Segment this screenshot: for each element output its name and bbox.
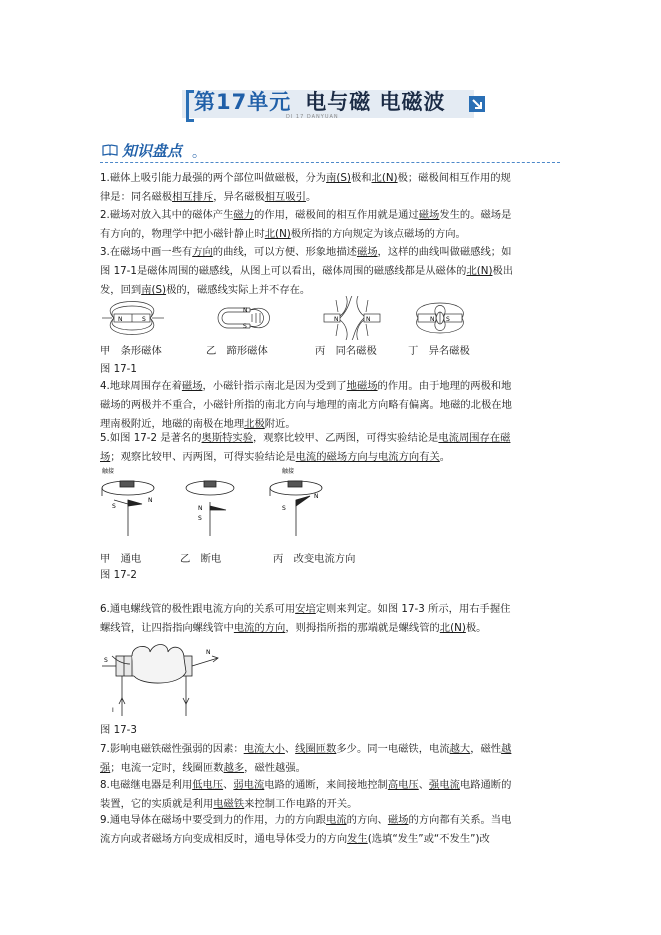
unit-pinyin: DI 17 DANYUAN bbox=[286, 114, 339, 120]
figure-17-1-caption-d: 丁 异名磁极 bbox=[408, 345, 470, 357]
pole-label: N bbox=[334, 316, 339, 323]
current-label: I bbox=[112, 707, 114, 714]
section-label: 知识盘点 bbox=[122, 142, 183, 160]
corner-arrow-icon bbox=[469, 96, 485, 112]
pole-label: N bbox=[366, 316, 371, 323]
figure-17-2-caption-a: 甲 通电 bbox=[100, 553, 142, 565]
figure-17-2 bbox=[98, 466, 348, 546]
figure-17-2-label: 图 17-2 bbox=[100, 569, 137, 581]
figure-17-2-caption-b: 乙 断电 bbox=[180, 553, 222, 565]
book-icon bbox=[102, 144, 118, 156]
pole-label: S bbox=[112, 503, 116, 510]
figure-17-1-label: 图 17-1 bbox=[100, 363, 137, 375]
oersted-apparatus-b bbox=[186, 481, 234, 536]
pole-label: N bbox=[206, 649, 211, 656]
paragraph-6: 6.通电螺线管的极性跟电流方向的关系可用安培定则来判定。如图 17-3 所示，用右手握住 螺线管，让四指指向螺线管中电流的方向，则拇指所指的那端就是螺线管的北(N)极。 bbox=[100, 603, 511, 634]
pole-label: N bbox=[118, 316, 123, 323]
paragraph-1: 1.磁体上吸引能力最强的两个部位叫做磁极，分为南(S)极和北(N)极；磁极间相互作用的规 律是：同名磁极相互排斥，异名磁极相互吸引。 bbox=[100, 172, 511, 203]
pole-label: S bbox=[104, 657, 108, 664]
pole-label: S bbox=[446, 316, 450, 323]
pole-label: N bbox=[148, 497, 153, 504]
paragraph-2: 2.磁场对放入其中的磁体产生磁力的作用，磁极间的相互作用就是通过磁场发生的。磁场是 有方向的，物理学中把小磁针静止时北(N)极所指的方向规定为该点磁场的方向。 bbox=[100, 209, 512, 240]
pole-label: S bbox=[198, 515, 202, 522]
fig2-tag-c: 触接 bbox=[282, 468, 295, 475]
figure-17-1-caption-a: 甲 条形磁体 bbox=[100, 345, 162, 357]
figure-17-1 bbox=[100, 296, 480, 340]
unit-header bbox=[182, 86, 488, 126]
fig2-tag-a: 触接 bbox=[102, 468, 115, 475]
pole-label: N bbox=[243, 307, 248, 314]
header-bracket bbox=[186, 90, 194, 122]
pole-label: S bbox=[142, 316, 146, 323]
section-divider bbox=[100, 162, 560, 163]
pole-label: N bbox=[198, 505, 203, 512]
pole-label: N bbox=[314, 493, 319, 500]
like-poles-field bbox=[324, 296, 380, 340]
paragraph-7: 7.影响电磁铁磁性强弱的因素：电流大小、线圈匝数多少。同一电磁铁，电流越大，磁性越 强；电流一定时，线圈匝数越多，磁性越强。 bbox=[100, 743, 512, 774]
paragraph-5: 5.如图 17-2 是著名的奥斯特实验，观察比较甲、乙两图，可得实验结论是电流周围存在磁 场；观察比较甲、丙两图，可得实验结论是电流的磁场方向与电流方向有关。 bbox=[100, 432, 511, 463]
figure-17-3 bbox=[102, 642, 220, 722]
oersted-apparatus-c bbox=[270, 481, 322, 536]
pole-label: S bbox=[282, 505, 286, 512]
section-dot-icon: 。 bbox=[192, 145, 206, 161]
oersted-apparatus-a bbox=[102, 481, 154, 536]
bar-magnet-field bbox=[102, 302, 164, 335]
right-hand-solenoid bbox=[102, 645, 218, 717]
section-heading bbox=[100, 138, 560, 164]
paragraph-8: 8.电磁继电器是利用低电压、弱电流电路的通断，来间接地控制高电压、强电流电路通断的 装置，它的实质就是利用电磁铁来控制工作电路的开关。 bbox=[100, 779, 512, 810]
figure-17-2-caption-c: 丙 改变电流方向 bbox=[273, 553, 356, 565]
figure-17-1-caption-c: 丙 同名磁极 bbox=[315, 345, 377, 357]
pole-label: N bbox=[430, 316, 435, 323]
figure-17-1-caption-b: 乙 蹄形磁体 bbox=[206, 345, 268, 357]
paragraph-3: 3.在磁场中画一些有方向的曲线，可以方便、形象地描述磁场，这样的曲线叫做磁感线；如 图 17-1是磁体周围的磁感线，从图上可以看出，磁体周围的磁感线都是从磁体的北(N)极出 发，回到南(S)极的，磁感线实际上并不存在。 bbox=[100, 246, 514, 296]
pole-label: S bbox=[243, 323, 247, 330]
figure-17-3-label: 图 17-3 bbox=[100, 724, 137, 736]
unlike-poles-field bbox=[417, 303, 464, 333]
paragraph-4: 4.地球周围存在着磁场，小磁针指示南北是因为受到了地磁场的作用。由于地理的两极和地 磁场的两极并不重合，小磁针所指的南北方向与地理的南北方向略有偏离。地磁的北极在地 理南极附近，地磁的南极在地理北极附近。 bbox=[100, 380, 512, 430]
unit-title: 第17单元 电与磁 电磁波 bbox=[194, 90, 446, 114]
paragraph-9: 9.通电导体在磁场中要受到力的作用，力的方向跟电流的方向、磁场的方向都有关系。当电 流方向或者磁场方向变成相反时，通电导体受力的方向发生(选填“发生”或“不发生”)改 bbox=[100, 814, 512, 845]
